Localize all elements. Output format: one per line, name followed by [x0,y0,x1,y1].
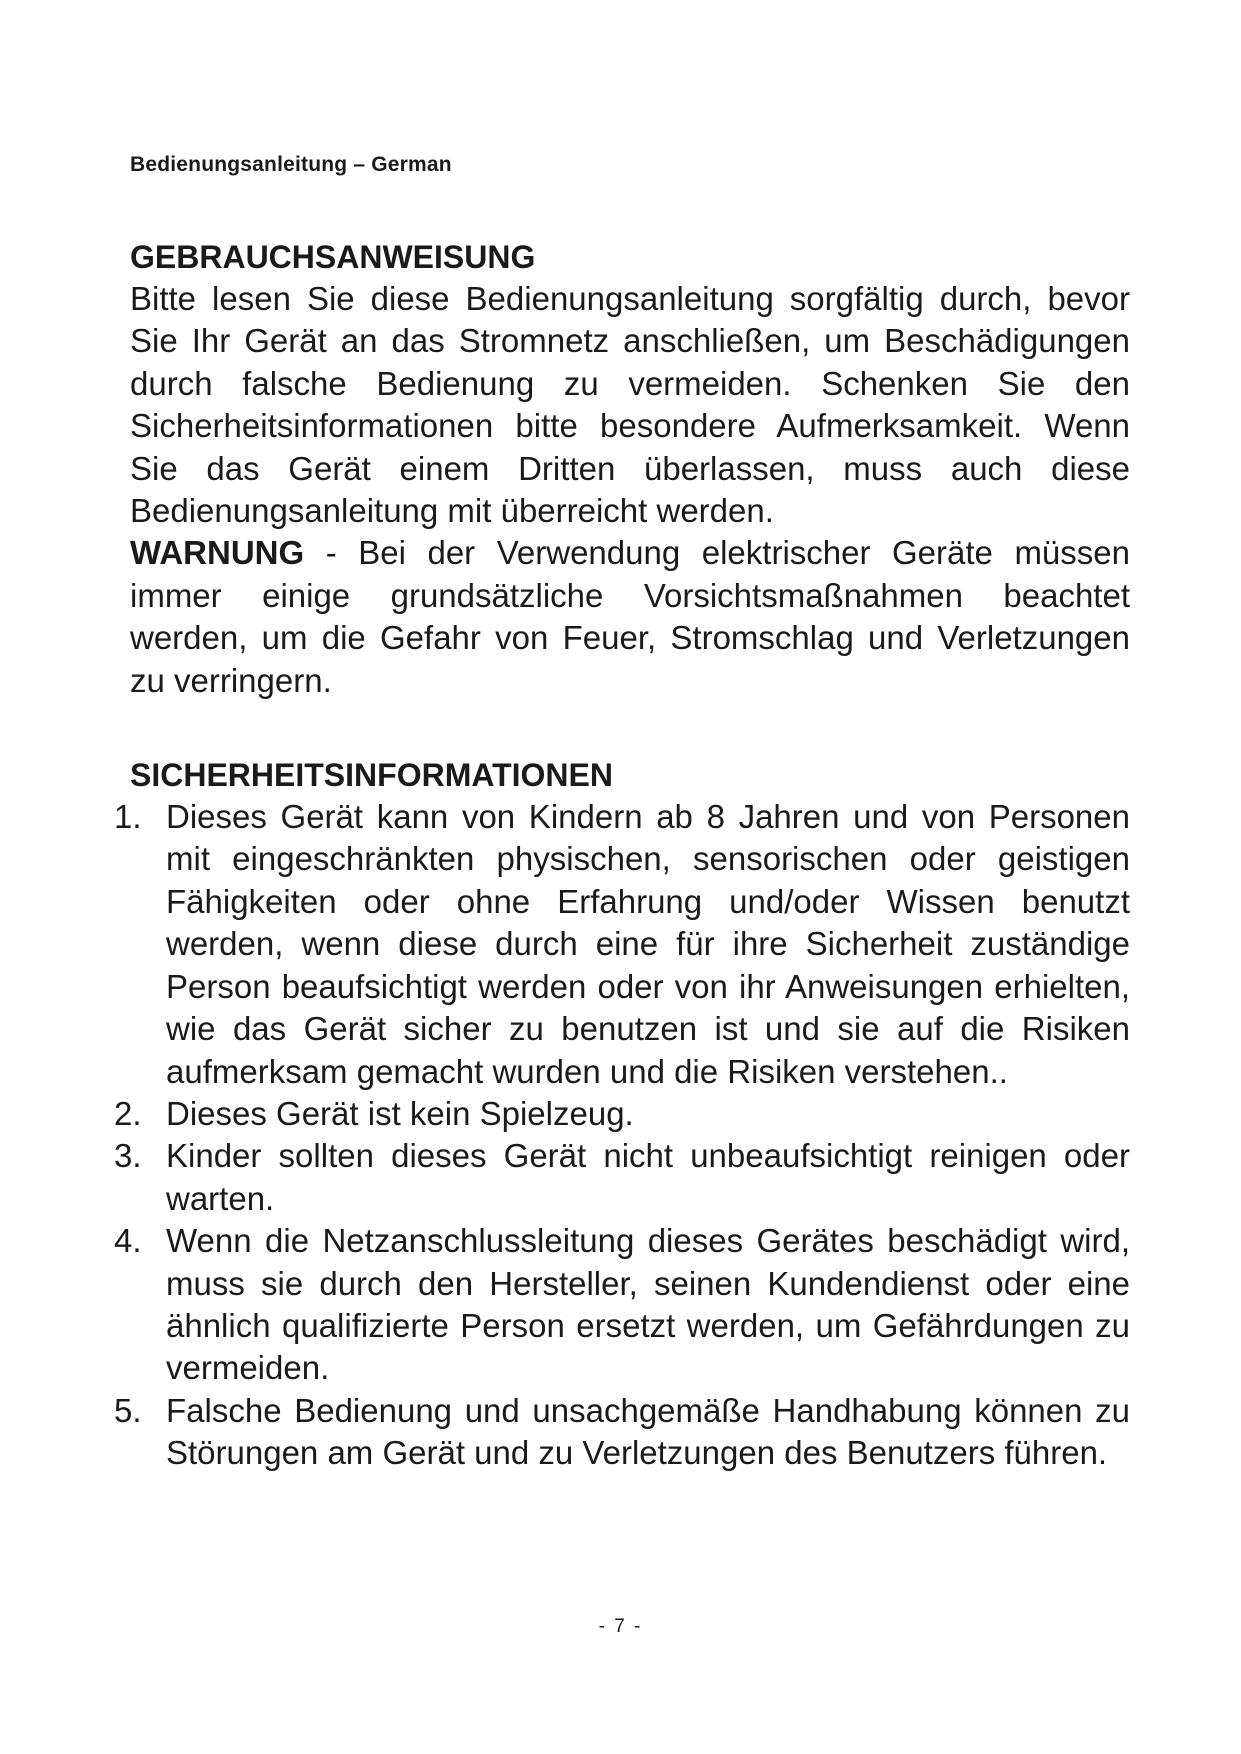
safety-list [114,796,1130,1475]
list-item [114,1220,1130,1390]
page-number: - 7 - [598,1616,643,1637]
list-item-number: 5. [114,1391,142,1429]
list-item-number: 3. [114,1137,142,1175]
instructions-heading: GEBRAUCHSANWEISUNG [130,239,536,275]
list-item-text: Kinder sollten dieses Gerät nicht unbeaufsichtigt reinigen oder warten. [166,1137,1130,1217]
list-item-text: Dieses Gerät kann von Kindern ab 8 Jahren und von Personen mit eingeschränkten physischen, sensorischen oder geistigen Fähigkeiten oder ohne Erfahrung und/oder Wissen benutzt werden, wenn diese durch eine für ihre Sicherheit zuständige Person beaufsichtigt werden oder von ihr Anweisungen erhielten, wie das Gerät sicher zu benutzen ist und sie auf die Risiken aufmerksam gemacht wurden und die Risiken verstehen.. [166,798,1130,1090]
list-item [114,1390,1130,1475]
page-header: Bedienungsanleitung – German [130,153,452,176]
warning-label: WARNUNG [130,534,305,572]
list-item-number: 1. [114,798,142,836]
list-item-number: 4. [114,1222,142,1260]
page-content [114,236,1130,1475]
list-item-text: Dieses Gerät ist kein Spielzeug. [166,1094,634,1132]
warning-text: - Bei der Verwendung elektrischer Geräte müssen immer einige grundsätzliche Vorsichtsmaßnahmen beachtet werden, um die Gefahr von Feuer, Stromschlag und Verletzungen zu verringern. [130,534,1130,699]
safety-heading: SICHERHEITSINFORMATIONEN [130,757,613,794]
list-item-text: Wenn die Netzanschlussleitung dieses Gerätes beschädigt wird, muss sie durch den Hersteller, seinen Kundendienst oder eine ähnlich qualifizierte Person ersetzt werden, um Gefährdungen zu vermeiden. [166,1222,1130,1387]
warning-paragraph [130,532,1130,702]
list-item [114,796,1130,1093]
list-item-text: Falsche Bedienung und unsachgemäße Handhabung können zu Störungen am Gerät und zu Verletzungen des Benutzers führen. [166,1391,1130,1472]
list-item [114,1093,1130,1135]
section-spacer [130,702,1130,754]
instructions-intro: Bitte lesen Sie diese Bedienungsanleitung sorgfältig durch, bevor Sie Ihr Gerät an das Stromnetz anschließen, um Beschädigungen durch falsche Bedienung zu vermeiden. Schenken Sie den Sicherheitsinformationen bitte besondere Aufmerksamkeit. Wenn Sie das Gerät einem Dritten überlassen, muss auch diese Bedienungsanleitung mit überreicht werden. [130,280,1130,530]
list-item [114,1135,1130,1220]
list-item-number: 2. [114,1094,142,1132]
